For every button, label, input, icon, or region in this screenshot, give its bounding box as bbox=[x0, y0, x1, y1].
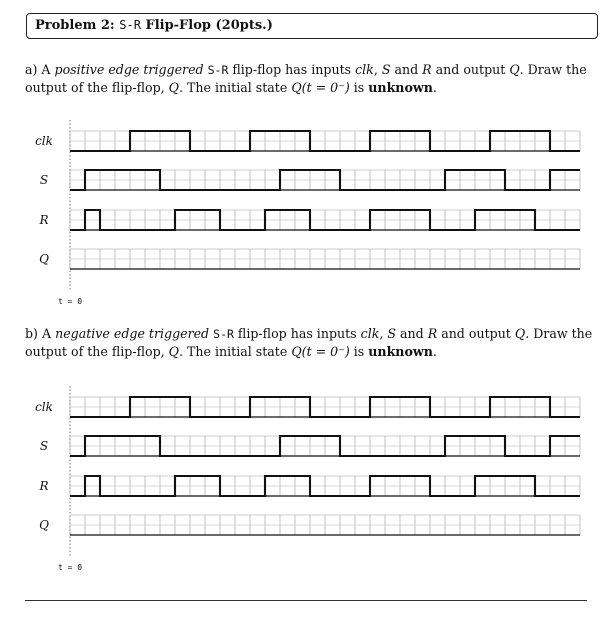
signal-label-q: Q bbox=[39, 518, 49, 532]
signal-label-q: Q bbox=[39, 252, 49, 266]
signal-row-r bbox=[38, 210, 580, 230]
problem-a-text: a) A positive edge triggered S-R flip-flop has inputs clk, S and R and output Q. Draw the output of the flip-flop, Q. The initial state Q(t = 0⁻) is unknown. bbox=[25, 62, 587, 95]
signal-row-clk bbox=[35, 131, 580, 151]
timing-diagram-a bbox=[0, 118, 615, 308]
signal-label-s: S bbox=[39, 173, 49, 187]
t0-label: t = 0 bbox=[57, 563, 83, 572]
problem-title-box bbox=[26, 13, 598, 39]
signal-row-q bbox=[39, 515, 580, 535]
timing-diagram-b bbox=[0, 384, 615, 574]
signal-row-s bbox=[40, 170, 580, 190]
bottom-rule bbox=[25, 600, 587, 601]
signal-label-clk: clk bbox=[35, 400, 53, 414]
signal-label-clk: clk bbox=[35, 134, 53, 148]
signal-row-clk bbox=[35, 397, 580, 417]
signal-row-s bbox=[40, 436, 580, 456]
signal-label-r: R bbox=[39, 213, 49, 227]
t0-label: t = 0 bbox=[57, 297, 83, 306]
signal-label-s: S bbox=[39, 439, 49, 453]
signal-row-r bbox=[38, 476, 580, 496]
problem-title: Problem 2: S-R Flip-Flop (20pts.) bbox=[35, 18, 273, 33]
signal-row-q bbox=[39, 249, 580, 269]
problem-b-text: b) A negative edge triggered S-R flip-flop has inputs clk, S and R and output Q. Draw the output of the flip-flop, Q. The initial state Q(t = 0⁻) is unknown. bbox=[25, 326, 593, 359]
signal-label-r: R bbox=[39, 479, 49, 493]
